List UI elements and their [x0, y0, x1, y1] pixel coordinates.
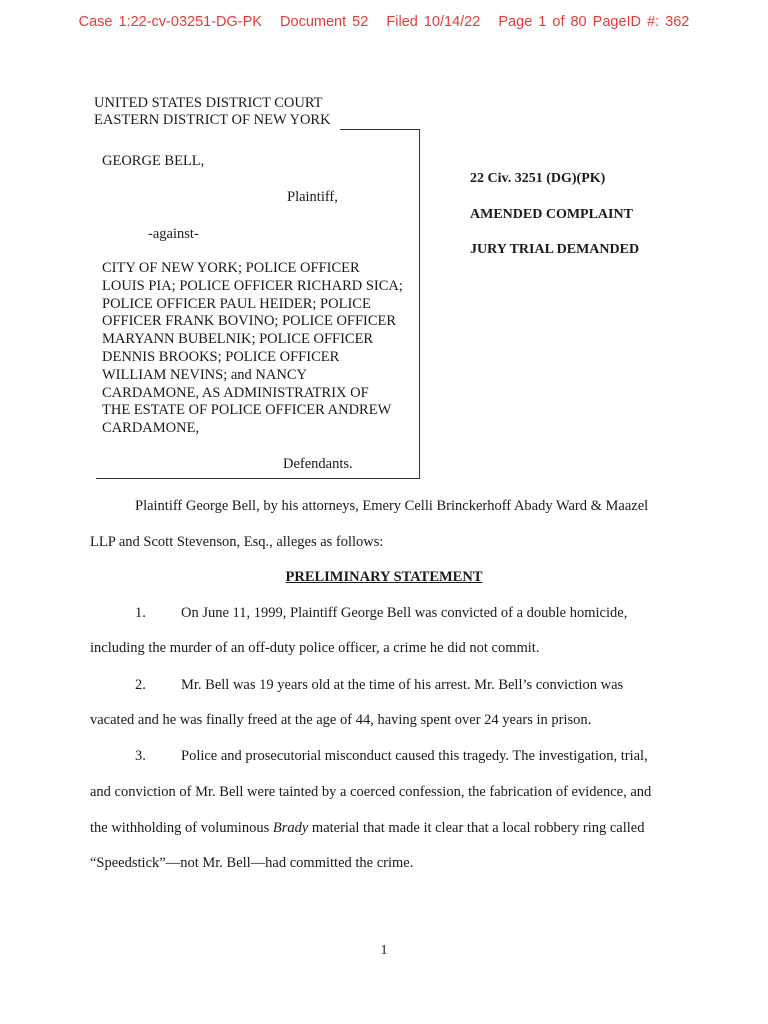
defendants-line: OFFICER FRANK BOVINO; POLICE OFFICER [102, 313, 397, 330]
defendants-line: CARDAMONE, [102, 420, 200, 437]
defendants-line: THE ESTATE OF POLICE OFFICER ANDREW [102, 402, 392, 419]
paragraph-3-line-3-text: the withholding of voluminous [90, 820, 273, 836]
paragraph-2-line-2: vacated and he was finally freed at the age of 44, having spent over 24 years in prison. [90, 712, 592, 728]
jury-demand: JURY TRIAL DEMANDED [470, 242, 640, 257]
paragraph-3-number: 3. [135, 748, 146, 764]
paragraph-1-line-1: On June 11, 1999, Plaintiff George Bell was convicted of a double homicide, [181, 605, 628, 621]
page-number: 1 [380, 943, 388, 958]
paragraph-3-line-3-tail: material that made it clear that a local robbery ring called [308, 820, 645, 836]
case-number: 22 Civ. 3251 (DG)(PK) [470, 171, 606, 186]
defendants-line: CITY OF NEW YORK; POLICE OFFICER [102, 260, 360, 276]
defendants-list [102, 260, 403, 438]
paragraph-3-line-4: “Speedstick”—not Mr. Bell—had committed the crime. [90, 855, 414, 871]
page-id-stamp: Page 1 of 80 PageID #: 362 [498, 14, 690, 30]
intro-line-1: Plaintiff George Bell, by his attorneys, Emery Celli Brinckerhoff Abady Ward & Maazel [135, 498, 649, 514]
paragraph-3-line-1: Police and prosecutorial misconduct caused this tragedy. The investigation, trial, [181, 748, 648, 764]
paragraph-1-line-2: including the murder of an off-duty police officer, a crime he did not commit. [90, 640, 540, 656]
intro-line-2: LLP and Scott Stevenson, Esq., alleges as follows: [90, 534, 384, 550]
paragraph-2-number: 2. [135, 677, 146, 693]
court-district: EASTERN DISTRICT OF NEW YORK [94, 112, 331, 128]
brady-italic: Brady [272, 820, 309, 836]
paragraph-2-line-1: Mr. Bell was 19 years old at the time of his arrest. Mr. Bell’s conviction was [181, 677, 624, 693]
defendants-line: POLICE OFFICER PAUL HEIDER; POLICE [102, 295, 371, 312]
paragraph-3-line-2: and conviction of Mr. Bell were tainted by a coerced confession, the fabrication of evidence, and [90, 784, 652, 800]
document-number-stamp: Document 52 [280, 14, 369, 30]
defendants-line: MARYANN BUBELNIK; POLICE OFFICER [102, 331, 374, 348]
plaintiff-name: GEORGE BELL, [102, 153, 205, 169]
plaintiff-role: Plaintiff, [287, 189, 338, 205]
paragraph-3-line-3 [90, 820, 680, 837]
section-heading: PRELIMINARY STATEMENT [285, 569, 483, 585]
ecf-header-stamp [0, 14, 768, 30]
defendants-line: LOUIS PIA; POLICE OFFICER RICHARD SICA; [102, 277, 403, 294]
court-heading [94, 95, 331, 129]
defendants-line: CARDAMONE, AS ADMINISTRATRIX OF [102, 384, 369, 401]
document-type: AMENDED COMPLAINT [470, 207, 633, 222]
court-name: UNITED STATES DISTRICT COURT [94, 95, 323, 111]
against-label: -against- [148, 226, 199, 242]
case-number-stamp: Case 1:22-cv-03251-DG-PK [78, 14, 262, 30]
defendants-line: WILLIAM NEVINS; and NANCY [102, 366, 307, 383]
defendants-role: Defendants. [283, 456, 353, 472]
filed-date-stamp: Filed 10/14/22 [386, 14, 481, 30]
paragraph-1-number: 1. [135, 605, 146, 621]
defendants-line: DENNIS BROOKS; POLICE OFFICER [102, 348, 340, 365]
